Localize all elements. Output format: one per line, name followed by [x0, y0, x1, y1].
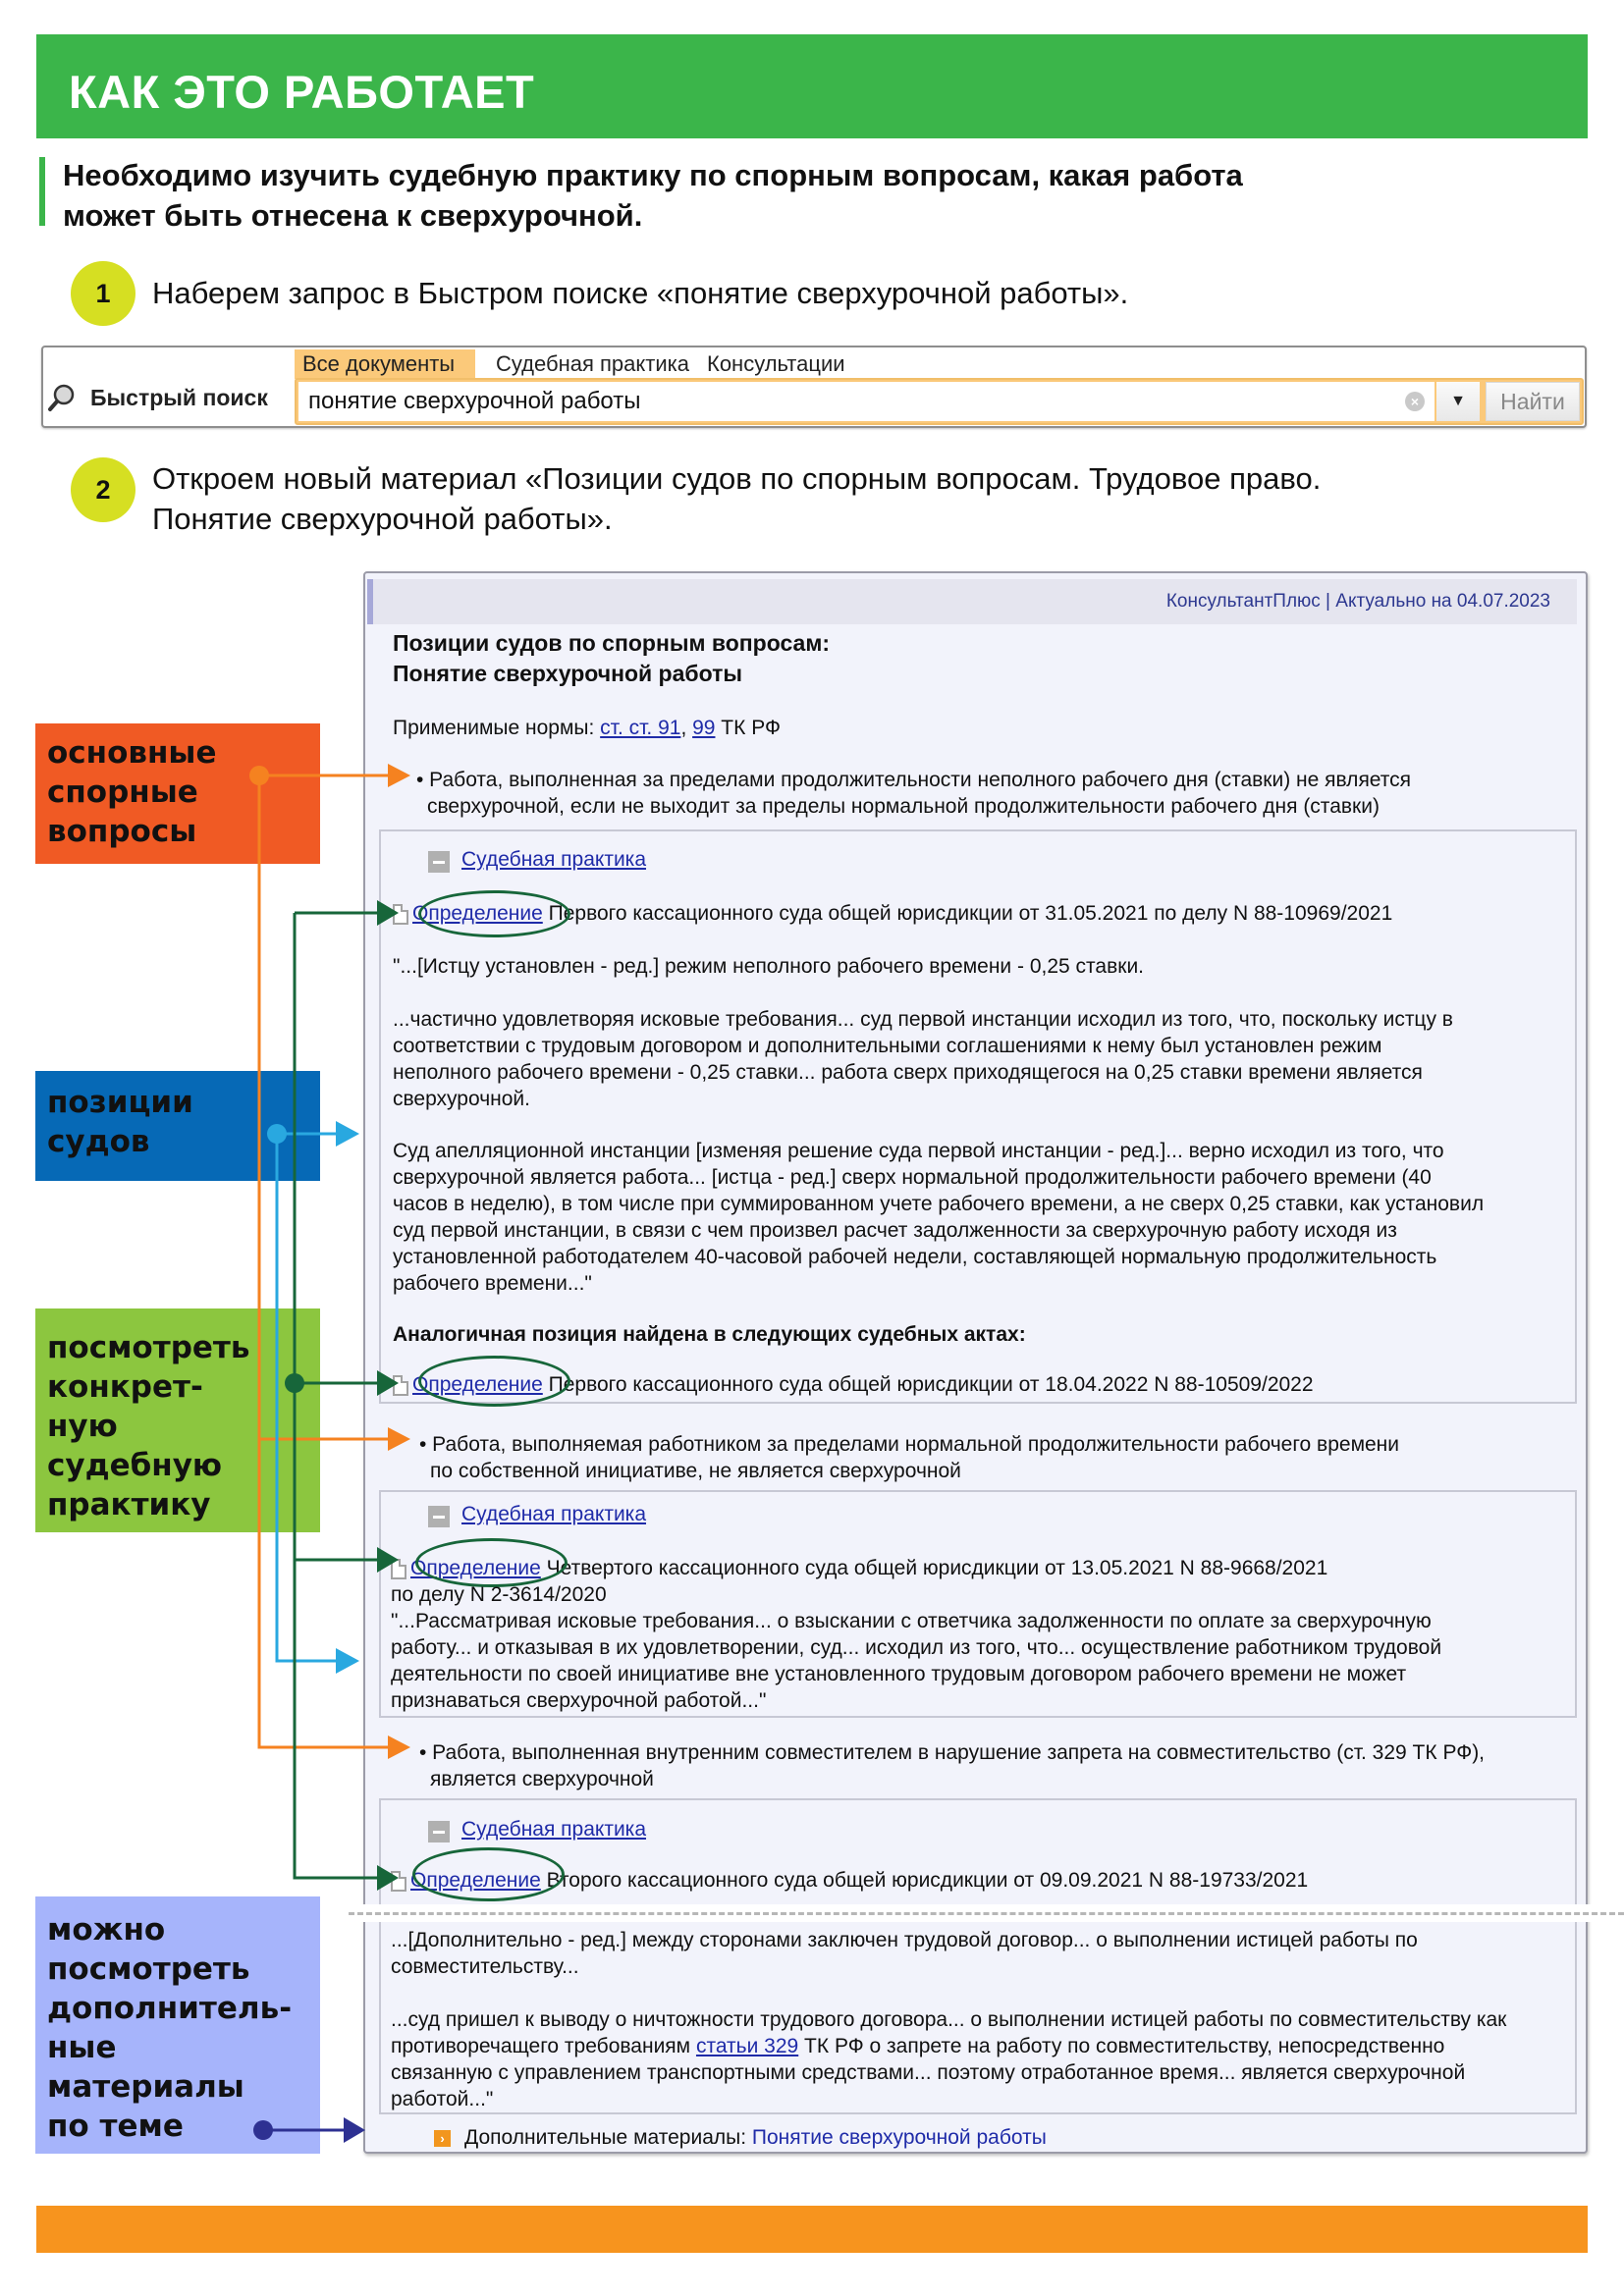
quick-search-label-text: Быстрый поиск — [90, 384, 268, 410]
tab-consultations[interactable]: Консультации — [707, 351, 845, 376]
search-input[interactable] — [298, 382, 1395, 421]
issue-1-quote-1: "...[Истцу установлен - ред.] режим неполного рабочего времени - 0,25 ставки. — [393, 955, 1145, 978]
quote-line: деятельности по своей инициативе вне установленного трудовым договором рабочего времени не может — [391, 1663, 1407, 1685]
annotation-line: конкрет- — [47, 1369, 203, 1405]
quote-line: ...[Дополнительно - ред.] между сторонами заключен трудовой договор... о выполнении истицей работы по — [391, 1929, 1418, 1951]
quote-text: ТК РФ о запрете на работу по совместительству, непосредственно — [798, 2035, 1445, 2057]
quick-search-label — [47, 383, 268, 412]
highlight-ellipse — [418, 890, 570, 937]
document-title-line-1: Позиции судов по спорным вопросам: — [393, 630, 831, 656]
issue-1-quote-2 — [393, 1006, 1453, 1112]
annotation-line: спорные — [47, 774, 198, 810]
similar-heading: Аналогичная позиция найдена в следующих судебных актах: — [393, 1323, 1026, 1346]
additional-materials-label: Дополнительные материалы: — [464, 2126, 752, 2149]
issue-3-line-1: • Работа, выполненная внутренним совместителем в нарушение запрета на совместительство (ст. 329 ТК РФ), — [419, 1741, 1486, 1764]
issue-2-line-2: по собственной инициативе, не является сверхурочной — [430, 1460, 961, 1482]
quote-line: рабочего времени..." — [393, 1272, 592, 1295]
intro-line-2: может быть отнесена к сверхурочной. — [63, 198, 643, 233]
norms-link-91[interactable]: ст. ст. 91 — [600, 717, 681, 739]
annotation-line: посмотреть — [47, 1951, 250, 1987]
issue-1-act-link[interactable]: Определение — [412, 902, 543, 925]
clear-icon: × — [1405, 392, 1425, 411]
annotation-line: дополнитель- — [47, 1991, 293, 2026]
collapse-icon[interactable] — [428, 1821, 450, 1842]
quote-line — [391, 2033, 1506, 2059]
document-title — [393, 628, 830, 689]
issue-3-practice-header[interactable] — [428, 1818, 646, 1842]
search-dropdown-button[interactable] — [1436, 382, 1480, 421]
issue-1-similar-act-text: Первого кассационного суда общей юрисдикции от 18.04.2022 N 88-10509/2022 — [542, 1373, 1314, 1396]
annotation-line: посмотреть — [47, 1330, 250, 1365]
annotation-specific-practice — [35, 1308, 320, 1532]
find-button[interactable]: Найти — [1486, 382, 1580, 421]
document-icon — [391, 1559, 406, 1579]
quote-line: часов в неделю), в том числе при суммированном учете рабочего времени, а не сверх 0,25 ставки, как установил — [393, 1193, 1485, 1215]
quote-line: признаваться сверхурочной работой..." — [391, 1689, 767, 1712]
quote-line: "...Рассматривая исковые требования... о взыскании с ответчика задолженности по оплате за сверхурочную — [391, 1610, 1432, 1632]
issue-1-quote-3 — [393, 1138, 1484, 1297]
issue-1-practice-header[interactable] — [428, 848, 646, 873]
quote-line: соответствии с трудовым договором и дополнительными соглашениями к нему был установлен режим — [393, 1035, 1382, 1057]
norms-sep: , — [680, 717, 693, 739]
annotation-court-positions — [35, 1071, 320, 1181]
issue-2-case-number: по делу N 2-3614/2020 — [391, 1583, 607, 1606]
quote-line: совместительству... — [391, 1955, 579, 1978]
quote-line: установленной работодателем 40-часовой рабочей недели, составляющей нормальную продолжительность — [393, 1246, 1437, 1268]
issue-2-bullet — [419, 1431, 1399, 1484]
highlight-ellipse — [412, 1847, 565, 1901]
annotation-line: ную — [47, 1409, 118, 1444]
issue-2-act-text: Четвертого кассационного суда общей юрисдикции от 13.05.2021 N 88-9668/2021 — [540, 1557, 1328, 1579]
document-meta: КонсультантПлюс | Актуально на 04.07.2023 — [1165, 591, 1550, 612]
step-2-line-1: Откроем новый материал «Позиции судов по спорным вопросам. Трудовое право. — [152, 461, 1322, 496]
highlight-ellipse — [415, 1538, 568, 1587]
norms-prefix: Применимые нормы: — [393, 717, 601, 739]
document-icon — [391, 1871, 406, 1892]
step-1-text: Наберем запрос в Быстром поиске «понятие сверхурочной работы». — [152, 276, 1129, 310]
issue-3-act-link[interactable]: Определение — [410, 1869, 541, 1892]
annotation-line: ные — [47, 2030, 117, 2065]
quote-line: сверхурочной. — [393, 1088, 530, 1110]
issue-3-practice-link[interactable]: Судебная практика — [461, 1818, 647, 1841]
intro-accent-bar — [39, 157, 45, 226]
annotation-line: позиции — [47, 1085, 193, 1120]
highlight-ellipse — [418, 1356, 570, 1407]
issue-1-line-2: сверхурочной, если не выходит за пределы нормальной продолжительности рабочего дня (ставки) — [427, 795, 1380, 818]
tab-court-practice[interactable]: Судебная практика — [496, 351, 689, 376]
issue-1-practice-link[interactable]: Судебная практика — [461, 848, 647, 871]
step-2-text — [152, 458, 1321, 539]
annotation-additional-materials — [35, 1896, 320, 2154]
step-2-badge: 2 — [71, 457, 135, 522]
issue-1-line-1: • Работа, выполненная за пределами продолжительности неполного рабочего дня (ставки) не является — [416, 769, 1412, 791]
annotation-line: судебную — [47, 1448, 223, 1483]
issue-2-practice-header[interactable] — [428, 1503, 646, 1527]
annotation-line: основные — [47, 735, 217, 771]
issue-3-act-text: Второго кассационного суда общей юрисдикции от 09.09.2021 N 88-19733/2021 — [540, 1869, 1309, 1892]
collapse-icon[interactable] — [428, 851, 450, 873]
norms-suffix: ТК РФ — [715, 717, 781, 739]
issue-3-quote-2 — [391, 2006, 1506, 2112]
document-icon — [393, 904, 408, 925]
annotation-line: материалы — [47, 2069, 244, 2105]
annotation-line: вопросы — [47, 814, 197, 849]
magnifier-icon — [47, 383, 77, 412]
quote-line: сверхурочной является работа... [истца - ред.] сверх нормальной продолжительности рабочего времени (40 — [393, 1166, 1432, 1189]
annotation-line: судов — [47, 1124, 150, 1159]
quote-line: суд первой инстанции, в связи с чем произвел расчет задолженности за сверхурочную работу исходя из — [393, 1219, 1397, 1242]
additional-materials — [434, 2124, 1047, 2151]
additional-materials-link[interactable]: Понятие сверхурочной работы — [751, 2126, 1047, 2149]
quote-text: противоречащего требованиям — [391, 2035, 696, 2057]
quote-line: ...суд пришел к выводу о ничтожности трудового договора... о выполнении истицей работы по совместительству как — [391, 2008, 1507, 2031]
annotation-line: практику — [47, 1487, 211, 1522]
tab-all-documents[interactable]: Все документы — [295, 349, 475, 379]
quote-line: неполного рабочего времени - 0,25 ставки... работа сверх приходящегося на 0,25 ставки времени является — [393, 1061, 1423, 1084]
issue-1-bullet — [416, 767, 1411, 820]
step-1-badge: 1 — [71, 261, 135, 326]
step-2-line-2: Понятие сверхурочной работы». — [152, 502, 613, 536]
issue-2-act-link[interactable]: Определение — [410, 1557, 541, 1579]
annotation-disputed-issues — [35, 723, 320, 864]
quote-line: работой..." — [391, 2088, 494, 2110]
quote-line: связанную с управлением транспортными средствами... поэтому отработанное время... является сверхурочной — [391, 2061, 1466, 2084]
annotation-line: по теме — [47, 2109, 184, 2144]
annotation-line: можно — [47, 1912, 166, 1948]
issue-1-similar-act-link[interactable]: Определение — [412, 1373, 543, 1396]
document-icon — [393, 1375, 408, 1396]
intro-text — [63, 155, 1398, 236]
issue-3-quote-1 — [391, 1927, 1418, 1980]
chevron-down-icon: ▼ — [1450, 393, 1466, 409]
search-field-wrap — [295, 378, 1584, 425]
document-title-line-2: Понятие сверхурочной работы — [393, 661, 742, 686]
quote-line: ...частично удовлетворяя исковые требования... суд первой инстанции исходил из того, что, поскольку истцу в — [393, 1008, 1453, 1031]
quote-line: работу... и отказывая в их удовлетворении, суд... исходил из того, что... осуществление работником трудовой — [391, 1636, 1442, 1659]
quote-line: Суд апелляционной инстанции [изменяя решение суда первой инстанции - ред.]... верно исходил из того, что — [393, 1140, 1444, 1162]
chevron-right-icon: › — [434, 2130, 451, 2147]
page-title: КАК ЭТО РАБОТАЕТ — [69, 66, 535, 118]
issue-2-practice-link[interactable]: Судебная практика — [461, 1503, 647, 1525]
clear-button[interactable] — [1395, 382, 1435, 421]
intro-line-1: Необходимо изучить судебную практику по спорным вопросам, какая работа — [63, 158, 1243, 192]
issue-2-line-1: • Работа, выполняемая работником за пределами нормальной продолжительности рабочего времени — [419, 1433, 1400, 1456]
issue-1-act-text: Первого кассационного суда общей юрисдикции от 31.05.2021 по делу N 88-10969/2021 — [542, 902, 1393, 925]
issue-2-quote — [391, 1608, 1441, 1714]
dashed-divider — [349, 1912, 1624, 1915]
applicable-norms — [393, 715, 781, 741]
article-329-link[interactable]: статьи 329 — [695, 2035, 799, 2057]
issue-3-line-2: является сверхурочной — [430, 1768, 654, 1790]
collapse-icon[interactable] — [428, 1506, 450, 1527]
issue-3-bullet — [419, 1739, 1485, 1792]
norms-link-99[interactable]: 99 — [692, 717, 716, 739]
footer-bar — [36, 2206, 1588, 2253]
